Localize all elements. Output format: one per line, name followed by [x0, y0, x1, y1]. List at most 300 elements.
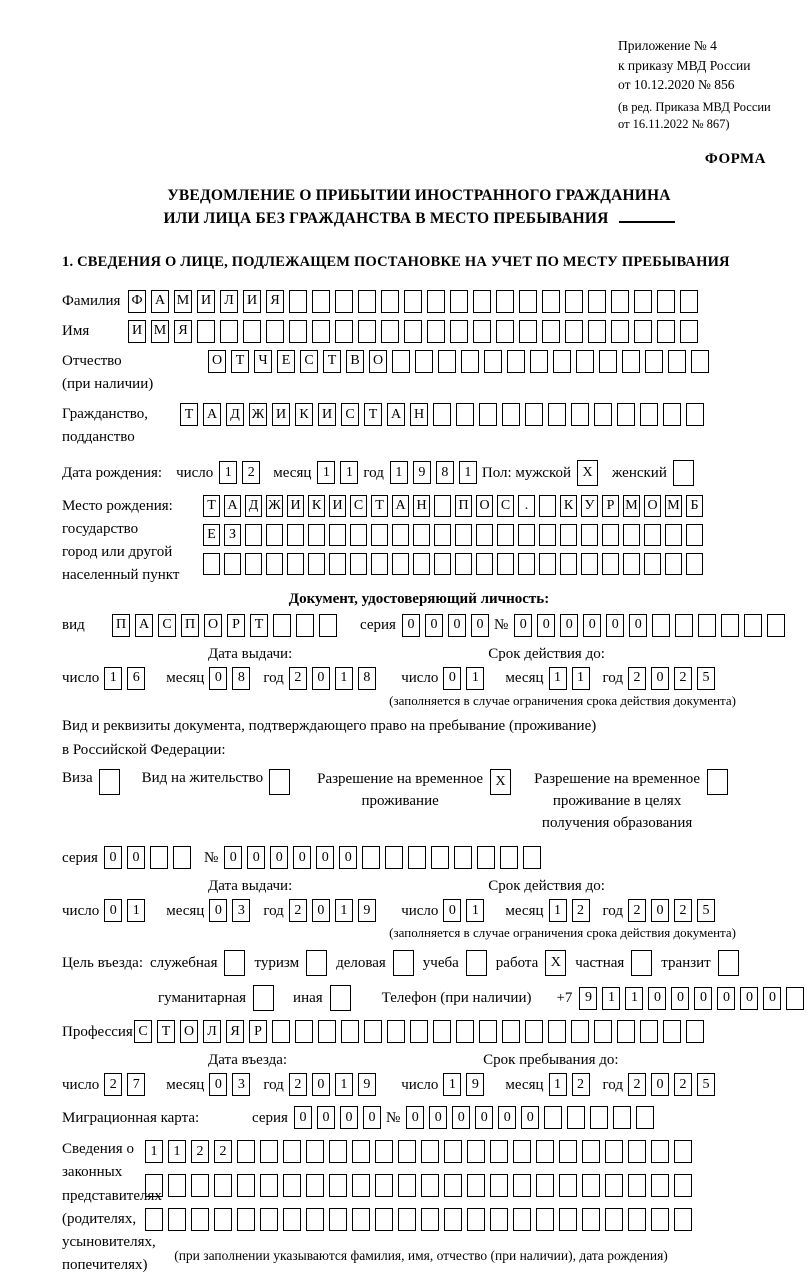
valid-day-cells	[443, 667, 489, 690]
form-cell	[651, 1174, 669, 1197]
form-cell	[560, 524, 577, 546]
stay-issue-day-cells	[104, 899, 150, 922]
form-cell	[168, 1174, 186, 1197]
temp-residence-label-line2: проживание	[361, 792, 439, 809]
form-cell	[496, 290, 514, 313]
purpose-other-label: иная	[293, 990, 323, 1007]
form-cell	[289, 320, 307, 343]
stay-doc-date-headers	[62, 877, 776, 895]
form-cell	[675, 614, 693, 637]
form-cell	[427, 320, 445, 343]
form-cell	[387, 1020, 405, 1043]
form-cell	[404, 290, 422, 313]
year-label: год	[363, 464, 384, 481]
form-cell	[224, 553, 241, 575]
form-cell	[645, 350, 663, 373]
form-cell: 0	[521, 1106, 539, 1129]
form-cell	[673, 460, 694, 486]
purpose-study-label: учеба	[422, 955, 459, 972]
form-cell	[560, 553, 577, 575]
form-cell: О	[204, 614, 222, 637]
form-cell	[479, 1020, 497, 1043]
form-cell: Т	[323, 350, 341, 373]
series-label: серия	[252, 1109, 288, 1126]
form-cell	[640, 403, 658, 426]
form-cell: 0	[406, 1106, 424, 1129]
form-cell: 0	[651, 899, 669, 922]
profession-label: Профессия	[62, 1023, 133, 1040]
representatives-label-line1: Сведения о	[62, 1141, 134, 1158]
form-cell: С	[300, 350, 318, 373]
form-cell	[306, 1174, 324, 1197]
form-cell	[663, 1020, 681, 1043]
entry-date-header: Дата въезда:	[208, 1052, 288, 1069]
form-cell	[415, 350, 433, 373]
stay-until-header: Срок пребывания до:	[483, 1052, 619, 1069]
form-cell: X	[577, 460, 598, 486]
migration-card-series-cells	[294, 1106, 386, 1129]
form-cell	[617, 1020, 635, 1043]
form-cell	[559, 1208, 577, 1231]
validity-limit-note: (заполняется в случае ограничения срока действия документа)	[389, 692, 736, 708]
form-cell: Р	[602, 495, 619, 517]
form-cell	[398, 1140, 416, 1163]
form-cell	[786, 987, 804, 1010]
form-cell	[434, 524, 451, 546]
form-cell: П	[455, 495, 472, 517]
form-cell	[623, 524, 640, 546]
form-cell: 0	[583, 614, 601, 637]
form-cell	[652, 614, 670, 637]
form-cell	[490, 1140, 508, 1163]
form-cell	[421, 1140, 439, 1163]
stay-valid-year-cells	[628, 899, 720, 922]
form-cell	[413, 553, 430, 575]
form-cell: А	[392, 495, 409, 517]
form-cell: 0	[606, 614, 624, 637]
visa-label: Виза	[62, 770, 93, 787]
form-cell	[266, 524, 283, 546]
representatives-label-line5: усыновителях,	[62, 1234, 156, 1251]
form-cell	[434, 553, 451, 575]
stay-doc-text-line1: Вид и реквизиты документа, подтверждающего право на пребывание (проживание)	[62, 718, 597, 735]
form-cell	[567, 1106, 585, 1129]
form-cell	[581, 553, 598, 575]
form-cell	[644, 553, 661, 575]
birth-place-label-line1: Место рождения:	[62, 497, 173, 514]
section1-heading: 1. СВЕДЕНИЯ О ЛИЦЕ, ПОДЛЕЖАЩЕМ ПОСТАНОВКЕ НА УЧЕТ ПО МЕСТУ ПРЕБЫВАНИЯ	[62, 254, 730, 271]
form-cell: 1	[168, 1140, 186, 1163]
form-cell	[544, 1106, 562, 1129]
form-cell	[398, 1208, 416, 1231]
form-cell	[636, 1106, 654, 1129]
form-cell	[665, 553, 682, 575]
form-cell	[269, 769, 290, 795]
form-cell	[308, 553, 325, 575]
form-title-line1: УВЕДОМЛЕНИЕ О ПРИБЫТИИ ИНОСТРАННОГО ГРАЖДАНИНА	[167, 186, 671, 204]
form-cell	[312, 290, 330, 313]
form-cell: В	[346, 350, 364, 373]
form-cell	[454, 846, 472, 869]
form-cell	[438, 350, 456, 373]
form-cell	[502, 1020, 520, 1043]
entry-month-cells	[209, 1073, 255, 1096]
form-cell	[634, 290, 652, 313]
form-cell: М	[151, 320, 169, 343]
form-cell: 0	[340, 1106, 358, 1129]
form-cell	[605, 1140, 623, 1163]
month-label: месяц	[166, 1076, 205, 1093]
form-cell: 0	[671, 987, 689, 1010]
field-stay-doc-series	[62, 846, 776, 869]
patronymic-label-line2: (при наличии)	[62, 375, 154, 392]
form-cell: О	[180, 1020, 198, 1043]
form-cell: П	[112, 614, 130, 637]
form-cell: 0	[224, 846, 242, 869]
form-cell	[214, 1208, 232, 1231]
form-cell: 8	[232, 667, 250, 690]
form-cell: 1	[335, 899, 353, 922]
form-cell	[530, 350, 548, 373]
form-cell: А	[387, 403, 405, 426]
form-cell: Н	[413, 495, 430, 517]
form-cell: С	[158, 614, 176, 637]
form-cell	[548, 403, 566, 426]
form-cell	[329, 1208, 347, 1231]
form-cell	[519, 320, 537, 343]
form-cell: Т	[364, 403, 382, 426]
valid-year-cells	[628, 667, 720, 690]
form-cell	[663, 403, 681, 426]
stay-until-month-cells	[549, 1073, 595, 1096]
form-cell: А	[224, 495, 241, 517]
form-cell: 0	[560, 614, 578, 637]
form-cell: И	[128, 320, 146, 343]
form-cell: И	[197, 290, 215, 313]
temp-residence-edu-label	[527, 769, 707, 834]
form-cell	[594, 403, 612, 426]
purpose-work-checkbox	[545, 950, 566, 976]
form-cell: 2	[289, 667, 307, 690]
purpose-label: Цель въезда:	[62, 955, 143, 972]
form-cell	[168, 1208, 186, 1231]
purpose-tourism-label: туризм	[254, 955, 300, 972]
surname-cells	[128, 290, 703, 313]
representatives-label-line6: попечителях)	[62, 1257, 148, 1274]
form-cell: Т	[231, 350, 249, 373]
birth-place-label-line2: государство	[62, 520, 139, 537]
form-cell	[467, 1208, 485, 1231]
given-name-cells	[128, 320, 703, 343]
temp-residence-edu-label-line2: проживание в целях	[552, 792, 682, 809]
form-cell	[283, 1174, 301, 1197]
form-cell	[613, 1106, 631, 1129]
issue-date-header: Дата выдачи:	[208, 878, 293, 895]
form-cell	[392, 553, 409, 575]
form-cell	[410, 1020, 428, 1043]
form-cell: 1	[602, 987, 620, 1010]
form-cell	[392, 350, 410, 373]
purpose-study-checkbox	[466, 950, 487, 976]
form-cell	[260, 1208, 278, 1231]
form-cell	[680, 290, 698, 313]
form-cell	[571, 403, 589, 426]
form-cell: 0	[443, 899, 461, 922]
form-cell: 2	[242, 461, 260, 484]
form-cell	[657, 290, 675, 313]
field-entry-purpose	[62, 950, 776, 976]
form-cell: 0	[339, 846, 357, 869]
form-cell: О	[369, 350, 387, 373]
sex-female-label: женский	[612, 464, 667, 481]
form-cell	[513, 1140, 531, 1163]
form-cell: 0	[363, 1106, 381, 1129]
issue-day-cells	[104, 667, 150, 690]
form-cell	[455, 524, 472, 546]
form-cell: 0	[425, 614, 443, 637]
year-label: год	[602, 902, 623, 919]
form-cell: 1	[466, 899, 484, 922]
patronymic-label-line1: Отчество	[62, 352, 122, 369]
form-cell	[582, 1140, 600, 1163]
representatives-row2-cells	[145, 1174, 697, 1197]
form-cell: Л	[220, 290, 238, 313]
form-cell	[565, 290, 583, 313]
form-cell: Е	[203, 524, 220, 546]
identity-doc-heading: Документ, удостоверяющий личность:	[288, 590, 550, 607]
form-cell: 3	[232, 1073, 250, 1096]
form-cell	[691, 350, 709, 373]
form-cell: 3	[232, 899, 250, 922]
form-cell	[329, 1140, 347, 1163]
form-cell	[385, 846, 403, 869]
form-cell: 1	[390, 461, 408, 484]
form-cell	[243, 320, 261, 343]
form-cell	[588, 290, 606, 313]
temp-residence-edu-label-line3: получения образования	[541, 814, 693, 831]
order-reference	[618, 36, 776, 134]
form-cell	[145, 1208, 163, 1231]
form-cell	[559, 1140, 577, 1163]
form-cell	[718, 950, 739, 976]
form-cell: Ч	[254, 350, 272, 373]
form-cell	[496, 320, 514, 343]
form-cell	[590, 1106, 608, 1129]
form-cell: О	[644, 495, 661, 517]
form-cell	[329, 1174, 347, 1197]
form-cell: 9	[579, 987, 597, 1010]
form-cell: 9	[358, 899, 376, 922]
form-cell	[434, 495, 451, 517]
form-cell: 0	[294, 1106, 312, 1129]
residence-permit-checkbox	[269, 769, 290, 795]
form-cell	[680, 320, 698, 343]
form-cell	[686, 1020, 704, 1043]
field-birth-place	[62, 495, 776, 588]
form-cell	[455, 553, 472, 575]
form-cell	[476, 524, 493, 546]
day-label: число	[176, 464, 214, 481]
form-cell: 8	[358, 667, 376, 690]
form-cell	[467, 1174, 485, 1197]
doc-number-cells	[514, 614, 790, 637]
form-cell	[260, 1140, 278, 1163]
form-cell	[456, 403, 474, 426]
form-cell	[358, 290, 376, 313]
stay-valid-until-group	[401, 899, 728, 922]
form-cell: А	[203, 403, 221, 426]
form-cell	[651, 1208, 669, 1231]
identity-doc-date-headers	[62, 645, 776, 663]
form-cell: З	[224, 524, 241, 546]
form-cell	[623, 553, 640, 575]
form-cell	[599, 350, 617, 373]
form-cell: С	[497, 495, 514, 517]
form-cell: Д	[245, 495, 262, 517]
field-migration-card	[62, 1106, 776, 1129]
form-cell: X	[490, 769, 511, 795]
field-entry-purpose-2	[62, 985, 776, 1011]
sex-male-label: Пол: мужской	[481, 464, 572, 481]
purpose-official-label: служебная	[149, 955, 218, 972]
form-cell	[444, 1140, 462, 1163]
citizenship-cells	[180, 403, 709, 426]
form-cell	[542, 320, 560, 343]
form-cell: М	[665, 495, 682, 517]
stay-doc-text-line2: в Российской Федерации:	[62, 742, 226, 759]
form-cell: 0	[629, 614, 647, 637]
form-cell: 0	[763, 987, 781, 1010]
form-cell	[542, 290, 560, 313]
form-cell	[513, 1208, 531, 1231]
form-cell	[502, 403, 520, 426]
representatives-row3-cells	[145, 1208, 697, 1231]
form-cell	[237, 1208, 255, 1231]
form-cell	[628, 1208, 646, 1231]
form-cell	[668, 350, 686, 373]
form-cell	[611, 290, 629, 313]
form-cell: 0	[104, 846, 122, 869]
phone-prefix: +7	[556, 990, 573, 1007]
form-cell	[686, 524, 703, 546]
form-cell	[582, 1174, 600, 1197]
entry-year-cells	[289, 1073, 381, 1096]
form-cell: Я	[266, 290, 284, 313]
representatives-cell-rows	[145, 1140, 697, 1264]
form-cell	[287, 553, 304, 575]
form-cell: 1	[219, 461, 237, 484]
birth-place-row1-cells	[203, 495, 707, 517]
form-cell	[674, 1140, 692, 1163]
form-cell: 1	[127, 899, 145, 922]
form-cell: 1	[549, 899, 567, 922]
form-cell: 2	[674, 667, 692, 690]
form-cell: 0	[537, 614, 555, 637]
stay-valid-day-cells	[443, 899, 489, 922]
form-cell: М	[174, 290, 192, 313]
day-label: число	[401, 1076, 439, 1093]
order-revision-line: от 16.11.2022 № 867)	[618, 117, 730, 132]
migration-card-number-cells	[406, 1106, 659, 1129]
form-cell	[362, 846, 380, 869]
representatives-row1-cells	[145, 1140, 697, 1163]
form-cell: И	[318, 403, 336, 426]
given-name-label: Имя	[62, 323, 90, 340]
form-cell	[536, 1174, 554, 1197]
visa-checkbox	[99, 769, 120, 795]
birth-date-label: Дата рождения:	[62, 464, 163, 481]
form-cell: 0	[312, 1073, 330, 1096]
form-cell: С	[341, 403, 359, 426]
field-birth-date	[62, 460, 776, 486]
citizenship-label	[62, 403, 180, 450]
form-cell: С	[134, 1020, 152, 1043]
year-label: год	[263, 1076, 284, 1093]
stay-issue-year-cells	[289, 899, 381, 922]
valid-until-header: Срок действия до:	[488, 878, 605, 895]
form-cell	[99, 769, 120, 795]
form-cell: 0	[209, 667, 227, 690]
form-cell	[329, 553, 346, 575]
form-cell	[634, 320, 652, 343]
form-cell	[476, 553, 493, 575]
month-label: месяц	[166, 902, 205, 919]
form-cell	[605, 1174, 623, 1197]
form-cell: 1	[335, 667, 353, 690]
form-cell	[381, 290, 399, 313]
form-cell	[539, 495, 556, 517]
form-cell: 2	[289, 899, 307, 922]
form-cell	[628, 1140, 646, 1163]
form-cell	[431, 846, 449, 869]
form-cell: 1	[572, 667, 590, 690]
form-cell: 0	[648, 987, 666, 1010]
form-cell	[191, 1208, 209, 1231]
order-revision-line: (в ред. Приказа МВД России	[618, 99, 771, 114]
form-cell: 2	[628, 667, 646, 690]
validity-limit-note: (заполняется в случае ограничения срока действия документа)	[389, 925, 736, 941]
form-cell	[559, 1174, 577, 1197]
birth-place-row2-cells	[203, 524, 707, 546]
form-title-line2-text: ИЛИ ЛИЦА БЕЗ ГРАЖДАНСТВА В МЕСТО ПРЕБЫВАНИЯ	[163, 209, 609, 227]
form-cell	[576, 350, 594, 373]
form-cell	[617, 403, 635, 426]
year-label: год	[263, 670, 284, 687]
form-cell: Е	[277, 350, 295, 373]
form-cell	[507, 350, 525, 373]
form-cell	[686, 553, 703, 575]
citizenship-label-line1: Гражданство,	[62, 406, 149, 423]
form-cell	[341, 1020, 359, 1043]
form-cell: Л	[203, 1020, 221, 1043]
form-cell	[594, 1020, 612, 1043]
form-cell	[513, 1174, 531, 1197]
form-cell	[427, 290, 445, 313]
form-cell	[665, 524, 682, 546]
form-cell: Ф	[128, 290, 146, 313]
form-cell: И	[287, 495, 304, 517]
form-cell: 1	[335, 1073, 353, 1096]
patronymic-cells	[208, 350, 714, 373]
purpose-business-label: деловая	[336, 955, 386, 972]
form-cell: 2	[674, 899, 692, 922]
doc-type-cells	[112, 614, 342, 637]
purpose-transit-checkbox	[718, 950, 739, 976]
form-cell: 1	[625, 987, 643, 1010]
form-cell	[375, 1208, 393, 1231]
form-cell: Т	[180, 403, 198, 426]
form-cell	[421, 1174, 439, 1197]
